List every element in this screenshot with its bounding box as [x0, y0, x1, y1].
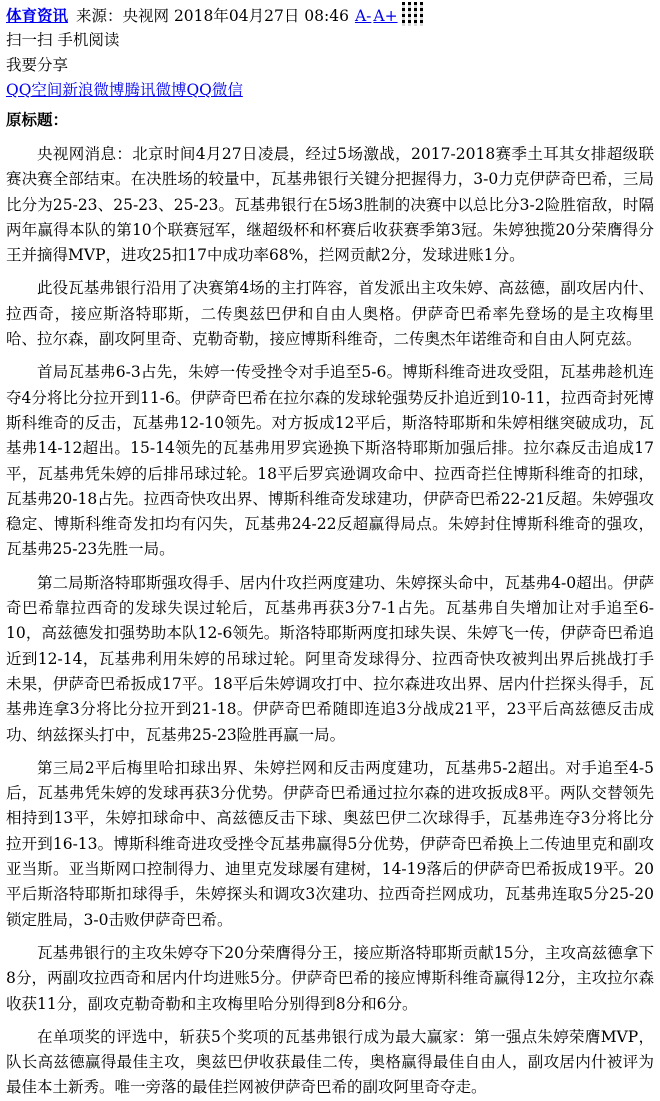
- article-paragraph: 第三局2平后梅里哈扣球出界、朱婷拦网和反击两度建功，瓦基弗5-2超出。对手追至4-5后，瓦基弗凭朱婷的发球再获3分优势。伊萨奇巴希通过拉尔森的进攻扳成8平。两队交替领先相持到13平，朱婷扣球命中、高兹德反击下球、奥兹巴伊二次球得手，瓦基弗连夺3分将比分拉开到16-13。博斯科维奇进攻受挫令瓦基弗赢得5分优势，伊萨奇巴希换上二传迪里克和副攻亚当斯。亚当斯网口控制得力、迪里克发球屡有建树，14-19落后的伊萨奇巴希扳成19平。20平后斯洛特耶斯扣球得手，朱婷探头和调攻3次建功、拉西奇拦网成功，瓦基弗连取5分25-20锁定胜局，3-0击败伊萨奇巴希。: [6, 758, 654, 929]
- share-qzone-link[interactable]: QQ空间: [6, 81, 63, 99]
- share-label: 我要分享: [6, 56, 69, 74]
- qr-code-icon[interactable]: [402, 2, 426, 26]
- article-paragraph: 第二局斯洛特耶斯强攻得手、居内什攻拦两度建功、朱婷探头命中，瓦基弗4-0超出。伊萨奇巴希靠拉西奇的发球失误过轮后，瓦基弗再获3分7-1占先。瓦基弗自失增加让对手追至6-10，高兹德发扣强势助本队12-6领先。斯洛特耶斯两度扣球失误、朱婷飞一传，伊萨奇巴希追近到12-14，瓦基弗利用朱婷的吊球过轮。阿里奇发球得分、拉西奇快攻被判出界后挑战打手未果，伊萨奇巴希扳成17平。18平后朱婷调攻打中、拉尔森进攻出界、居内什拦探头得手，瓦基弗连拿3分将比分拉开到21-18。伊萨奇巴希随即连追3分战成21平，23平后高兹德反击成功、纳兹探头打中，瓦基弗25-23险胜再赢一局。: [6, 573, 654, 744]
- share-qq-wechat-link[interactable]: QQ微信: [186, 81, 243, 99]
- share-links: [6, 78, 654, 103]
- article-paragraph: 瓦基弗银行的主攻朱婷夺下20分荣膺得分王，接应斯洛特耶斯贡献15分，主攻高兹德拿下8分，两副攻拉西奇和居内什均进账5分。伊萨奇巴希的接应博斯科维奇赢得12分，主攻拉尔森收获11分，副攻克勒奇勒和主攻梅里哈分别得到8分和6分。: [6, 943, 654, 1013]
- font-increase-button[interactable]: A+: [373, 7, 398, 25]
- share-tencent-weibo-link[interactable]: 腾讯微博: [124, 81, 187, 99]
- article-paragraph: 央视网消息：北京时间4月27日凌晨，经过5场激战，2017-2018赛季土耳其女排超级联赛决赛全部结束。在决胜场的较量中，瓦基弗银行关键分把握得力，3-0力克伊萨奇巴希，三局比分为25-23、25-23、25-23。瓦基弗银行在5场3胜制的决赛中以总比分3-2险胜宿敌，时隔两年赢得本队的第10个联赛冠军，继超级杯和杯赛后收获赛季第3冠。朱婷独揽20分荣膺得分王并摘得MVP，进攻25扣17中成功率68%，拦网贡献2分，发球进账1分。: [6, 145, 654, 265]
- source-and-date: 来源：央视网 2018年04月27日 08:46: [76, 7, 349, 25]
- article-paragraph: 在单项奖的评选中，斩获5个奖项的瓦基弗银行成为最大赢家：第一强点朱婷荣膺MVP，队长高兹德赢得最佳主攻，奥兹巴伊收获最佳二传，奥格赢得最佳自由人，副攻居内什被评为最佳本土新秀。唯一旁落的最佳拦网被伊萨奇巴希的副攻阿里奇夺走。: [6, 1027, 654, 1097]
- article-paragraph: 首局瓦基弗6-3占先，朱婷一传受挫令对手追至5-6。博斯科维奇进攻受阻，瓦基弗趁机连夺4分将比分拉开到11-6。伊萨奇巴希在拉尔森的发球轮强势反扑追近到10-11，拉西奇封死博斯科维奇的反击，瓦基弗12-10领先。对方扳成12平后，斯洛特耶斯和朱婷相继突破成功，瓦基弗14-12超出。15-14领先的瓦基弗用罗宾逊换下斯洛特耶斯加强后排。拉尔森反击追成17平，瓦基弗凭朱婷的后排吊球过轮。18平后罗宾逊调攻命中、拉西奇拦住博斯科维奇的扣球，瓦基弗20-18占先。拉西奇快攻出界、博斯科维奇发球建功，伊萨奇巴希22-21反超。朱婷强攻稳定、博斯科维奇发扣均有闪失，瓦基弗24-22反超赢得局点。朱婷封住博斯科维奇的强攻，瓦基弗25-23先胜一局。: [6, 363, 654, 559]
- original-title-label: 原标题：: [6, 110, 69, 129]
- category-link[interactable]: 体育资讯: [6, 6, 69, 25]
- font-decrease-button[interactable]: A-: [354, 7, 372, 25]
- article-header: [6, 4, 654, 28]
- scan-to-read: 扫一扫 手机阅读: [6, 31, 120, 49]
- article-paragraph: 此役瓦基弗银行沿用了决赛第4场的主打阵容，首发派出主攻朱婷、高兹德，副攻居内什、拉西奇，接应斯洛特耶斯，二传奥兹巴伊和自由人奥格。伊萨奇巴希率先登场的是主攻梅里哈、拉尔森，副攻阿里奇、克勒奇勒，接应博斯科维奇，二传奥杰年诺维奇和自由人阿克兹。: [6, 279, 654, 349]
- share-sina-weibo-link[interactable]: 新浪微博: [62, 81, 125, 99]
